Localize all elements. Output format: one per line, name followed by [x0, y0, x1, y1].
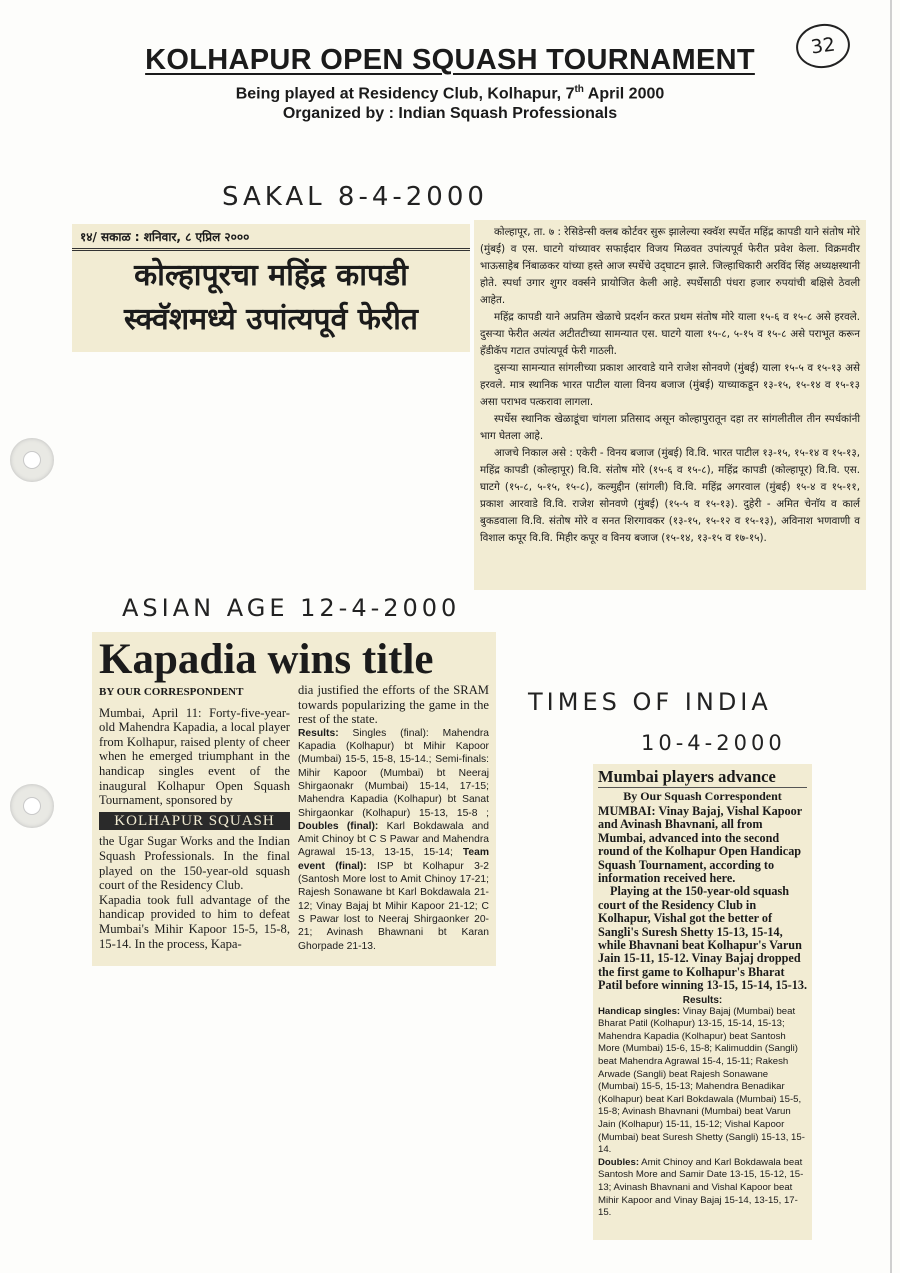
toi-results-singles	[598, 1006, 807, 1157]
sakal-headline-line-1: कोल्हापूरचा महिंद्र कापडी	[134, 258, 408, 293]
asian-age-headline: Kapadia wins title	[99, 636, 434, 683]
doubles-label: Doubles:	[598, 1156, 640, 1168]
asian-age-paragraph: the Ugar Sugar Works and the Indian Squash Professionals. In the final played on the 150-year-old squash court of the Residency Club.	[99, 834, 290, 893]
asian-age-results	[298, 727, 489, 953]
asian-age-paragraph: Mumbai, April 11: Forty-five-year-old Mahendra Kapadia, a local player from Kolhapur, raised plenty of cheer when he emerged triumphant in the handicap singles event of the inaugural Kolhapur Open Squash Tournament, sponsored by	[99, 705, 290, 808]
handwritten-asian-age-label: ASIAN AGE 12-4-2000	[122, 594, 461, 622]
handwritten-toi-date: 10-4-2000	[641, 731, 786, 755]
results-singles: Singles (final): Mahendra Kapadia (Kolhapur) bt Mihir Kapoor (Mumbai) 15-5, 15-8, 15-14.; Semi-finals: Mihir Kapoor (Mumbai) bt Neeraj Shirgaonakr (Mumbai) 15-14, 17-15; Mahendra Kapadia (Kolhapur) bt Sanat Shirgaonkar (Kolhapur) 15-13, 15-8 ;	[298, 727, 489, 819]
handicap-singles-label: Handicap singles:	[598, 1005, 681, 1017]
asian-age-paragraph: dia justified the efforts of the SRAM towards popularizing the game in the rest of the state.	[298, 683, 489, 727]
results-label: Results:	[298, 727, 339, 739]
sakal-headline-clipping	[72, 224, 470, 352]
page-number-circle: 32	[793, 20, 853, 71]
asian-age-column-1	[99, 683, 290, 953]
team-label: Team event (final):	[298, 847, 489, 872]
kolhapur-squash-kicker: KOLHAPUR SQUASH	[99, 812, 290, 831]
toi-paragraph: MUMBAI: Vinay Bajaj, Vishal Kapoor and Avinash Bhavnani, all from Mumbai, advanced into the second round of the Kolhapur Open Handicap Squash Tournament, according to information received here.	[598, 804, 802, 886]
sakal-headline-line-2: स्क्वॅशमध्ये उपांत्यपूर्व फेरीत	[124, 302, 418, 337]
handwritten-sakal-label: SAKAL 8-4-2000	[222, 182, 488, 212]
sakal-dateline: १४/ सकाळ : शनिवार, ८ एप्रिल २०००	[72, 224, 470, 251]
sakal-paragraph: महिंद्र कापडी याने अप्रतिम खेळाचे प्रदर्शन करत प्रथम संतोष मोरे याला १५-६ व १५-८ असे हरवले. दुसऱ्या फेरीत अत्यंत अटीतटीच्या सामन्यात एस. घाटगे याला १५-८, ५-१५ व १५-८ असे पराभूत करून हॅंडीकॅप गटात उपांत्यपूर्व फेरी गाठली.	[480, 311, 860, 357]
toi-results-heading: Results:	[682, 994, 723, 1006]
page-title: KOLHAPUR OPEN SQUASH TOURNAMENT	[145, 44, 755, 76]
doubles-results: Amit Chinoy and Karl Bokdawala beat Santosh More and Samir Date 13-15, 15-12, 15-13; Avinash Bhavnani and Vishal Kapoor beat Mihir Kapoor and Vinay Bajaj 15-14, 13-15, 17-15.	[598, 1156, 804, 1219]
page-edge	[890, 0, 892, 1273]
doubles-label: Doubles (final):	[298, 820, 379, 832]
toi-paragraph: Playing at the 150-year-old squash court of the Residency Club in Kolhapur, Vishal got the better of Sangli's Suresh Shetty 15-13, 15-14, while Bhavnani beat Kolhapur's Varun Jain 15-11, 15-12. Vinay Bajaj dropped the first game to Kolhapur's Bharat Patil before winning 13-15, 15-14, 15-13.	[598, 884, 807, 993]
toi-results-doubles	[598, 1157, 807, 1220]
toi-byline: By Our Squash Correspondent	[623, 789, 782, 803]
results-team: ISP bt Kolhapur 3-2 (Santosh More lost to Amit Chinoy 17-21; Rajesh Sonawane bt Karl Bokdawala 21-12; Vinay Bajaj bt Mihir Kapoor 21-12; C S Pawar lost to Neeraj Shirgaonker 20-21; Avinash Bhawnani bt Karan Ghorpade 21-13.	[298, 860, 490, 952]
asian-age-paragraph: Kapadia took full advantage of the handicap provided to him to defeat Mumbai's Mihir Kapoor 15-5, 15-8, 15-14. In the process, Kapa-	[99, 892, 290, 951]
asian-age-column-2	[298, 683, 489, 953]
asian-age-clipping	[92, 632, 496, 966]
handicap-singles-results: Vinay Bajaj (Mumbai) beat Bharat Patil (Kolhapur) 13-15, 15-14, 15-13; Mahendra Kapadia (Kolhapur) beat Santosh More (Mumbai) 15-6, 15-8; Kalimuddin (Sangli) beat Mahendra Agrawal 15-4, 15-11; Rakesh Arwade (Sangli) beat Rajesh Sonawane (Mumbai) 15-5, 15-13; Mahendra Benadikar (Kolhapur) beat Karl Bokdawala (Mumbai) 15-5, 15-8; Avinash Bhavnani (Mumbai) beat Varun Jain (Kolhapur) 15-11, 15-12; Vishal Kapoor (Mumbai) beat Suresh Shetty (Sangli) 15-13, 15-14.	[598, 1005, 805, 1156]
asian-age-byline: BY OUR CORRESPONDENT	[99, 686, 244, 698]
toi-headline: Mumbai players advance	[598, 767, 807, 788]
punch-hole-upper	[10, 438, 54, 482]
sakal-paragraph: कोल्हापूर, ता. ७ : रेसिडेन्सी क्लब कोर्टवर सुरू झालेल्या स्क्वॅश स्पर्धेत महिंद्र कापडी याने संतोष मोरे (मुंबई) व एस. घाटगे यांच्यावर सफाईदार विजय मिळवत उपांत्यपूर्व फेरीत प्रवेश केला. विक्रमवीर भाऊसाहेब निंबाळकर यांच्या हस्ते आज स्पर्धेचे उद्‌घाटन झाले. जिल्हाधिकारी अरविंद सिंह अध्यक्षस्थानी होते. स्पर्धा उगार शुगर वर्क्सने प्रायोजित केली आहे. स्पर्धेसाठी पंधरा हजार रुपयांची बक्षिसे ठेवली आहेत.	[480, 226, 861, 306]
sakal-paragraph: आजचे निकाल असे : एकेरी - विनय बजाज (मुंबई) वि.वि. भारत पाटील १३-१५, १५-१४ व १५-१३, महिंद्र कापडी (कोल्हापूर) वि.वि. संतोष मोरे (१५-६ व १५-८), महिंद्र कापडी (कोल्हापूर) वि.वि. एस. घाटगे (१५-८, ५-१५, १५-८), कल्मुद्दीन (सांगली) वि.वि. महिंद्र अगरवाल (मुंबई) १५-४ व १५-११, प्रकाश आरवाडे वि.वि. राजेश सोनवणे (मुंबई) (१५-५ व १५-१३). दुहेरी - अमित चेनाॅय व कार्ल बुकडवाला वि.वि. संतोष मोरे व सनत शिरगावकर (१३-१५, १५-१२ व १५-१३), अविनाश भणवाणी व विशाल कपूर वि.वि. मिहीर कपूर व विनय बजाज (१५-१४, १३-१५ व १७-१५).	[480, 447, 860, 544]
organizer-line: Organized by : Indian Squash Professionals	[282, 105, 618, 122]
punch-hole-lower	[10, 784, 54, 828]
sakal-paragraph: दुसऱ्या सामन्यात सांगलीच्या प्रकाश आरवाडे याने राजेश सोनवणे (मुंबई) याला १५-५ व १५-१३ असे हरवले. मात्र स्थानिक भारत पाटील याला विनय बजाज (मुंबई) याच्याकडून १३-१५, १५-१४ व १५-१३ असा पराभव पत्करावा लागला.	[480, 362, 860, 408]
sakal-article-body	[474, 220, 866, 590]
results-doubles: Karl Bokdawala and Amit Chinoy bt C S Pawar and Mahendra Agrawal 15-13, 13-15, 15-14;	[298, 820, 489, 859]
venue-line: Being played at Residency Club, Kolhapur, 7th April 2000	[235, 84, 665, 103]
toi-clipping	[593, 764, 812, 1240]
handwritten-toi-label: TIMES OF INDIA	[528, 688, 772, 716]
sakal-headline	[72, 251, 470, 342]
sakal-paragraph: स्पर्धेस स्थानिक खेळाडूंचा चांगला प्रतिसाद असून कोल्हापुरातून दहा तर सांगलीतील तीन स्पर्धकांनी भाग घेतला आहे.	[480, 413, 860, 442]
